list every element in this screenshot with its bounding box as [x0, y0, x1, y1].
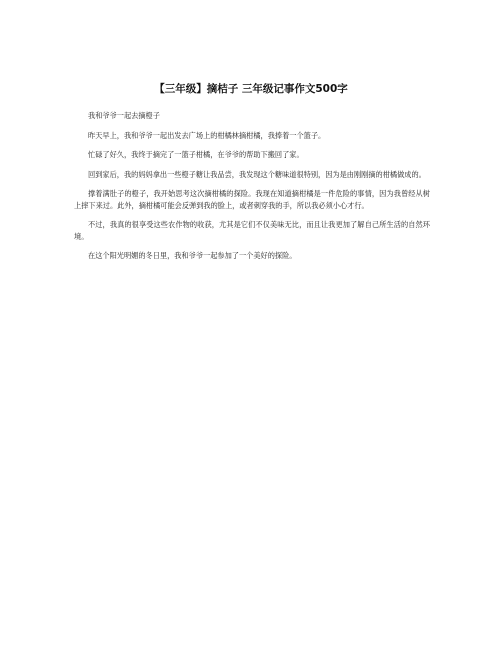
paragraph: 不过，我真的很享受这些农作物的收获，尤其是它们不仅美味无比，而且让我更加了解自己所生活的自然环境。 [74, 220, 430, 241]
paragraph: 我和爷爷一起去摘橙子 [88, 111, 160, 120]
paragraph: 在这个阳光明媚的冬日里，我和爷爷一起参加了一个美好的探险。 [88, 251, 297, 260]
paragraph: 回到家后，我的妈妈拿出一些橙子糖让我品尝，我发现这个糖味道很特别，因为是由刚刚摘的柑橘做成的。 [88, 169, 426, 179]
paragraph: 昨天早上，我和爷爷一起出发去广场上的柑橘林摘柑橘，我捧着一个篮子。 [88, 130, 326, 140]
document-body [74, 110, 430, 270]
paragraph: 撑着满肚子的橙子，我开始思考这次摘柑橘的探险。我现在知道摘柑橘是一件危险的事情，因为我曾经从树上摔下来过。此外，摘柑橘可能会反弹到我的脸上，或者刺穿我的手，所以我必须小心才行。 [74, 189, 430, 210]
document-title: 【三年级】摘桔子 三年级记事作文500字 [154, 83, 348, 95]
paragraph: 忙碌了好久，我终于摘完了一篮子柑橘，在爷爷的帮助下搬回了家。 [88, 150, 304, 159]
